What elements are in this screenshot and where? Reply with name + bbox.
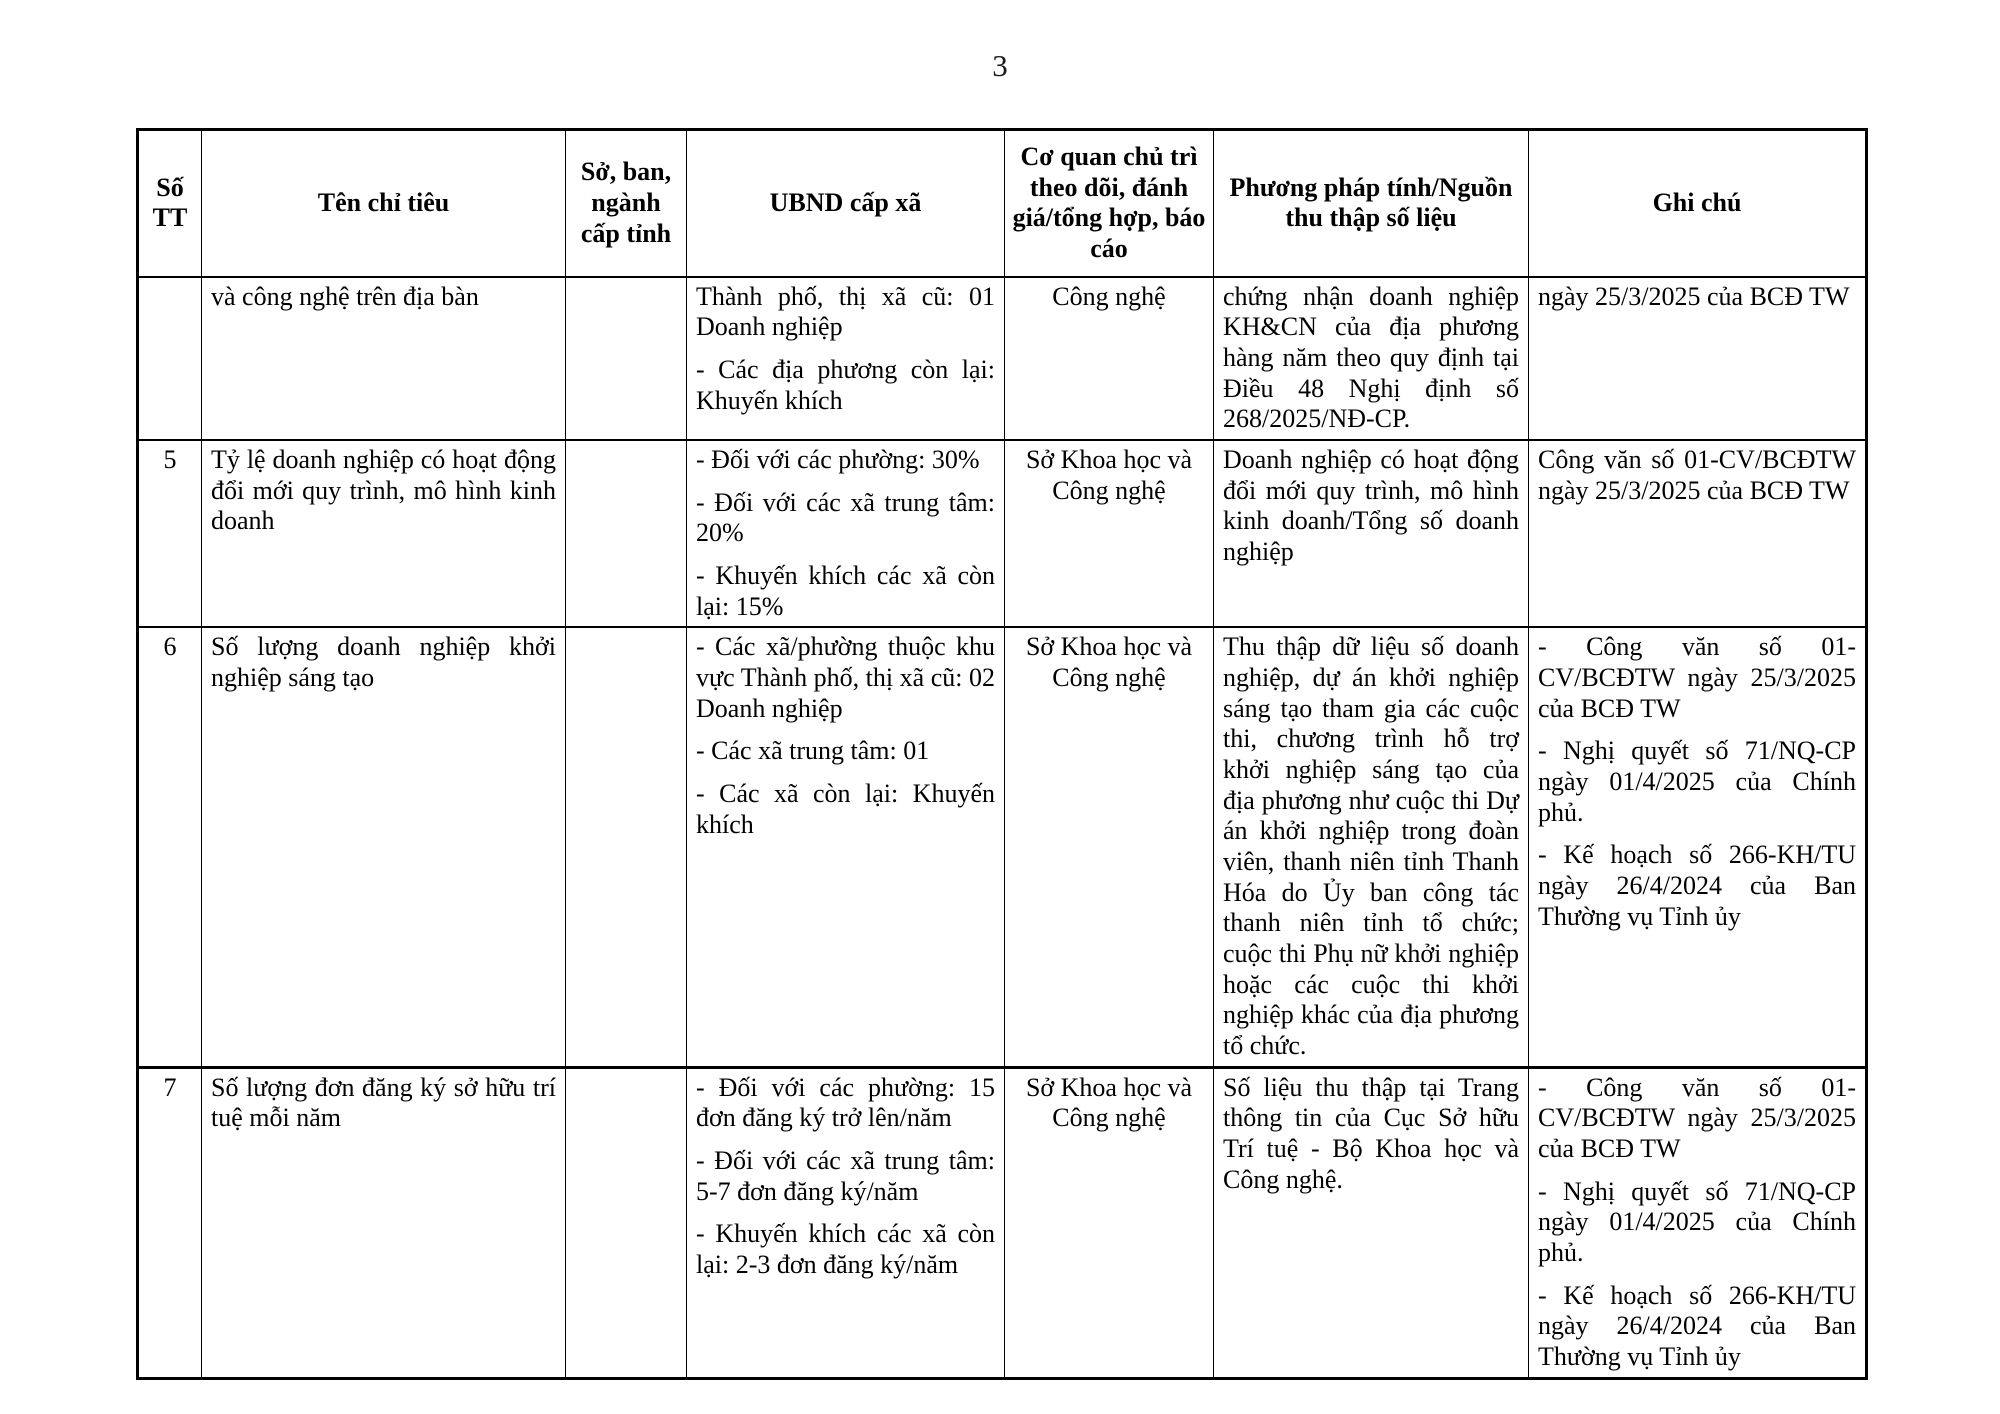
cell-ten-chi-tieu: Tỷ lệ doanh nghiệp có hoạt động đổi mới quy trình, mô hình kinh doanh bbox=[202, 440, 566, 627]
cell-so-tt bbox=[138, 277, 202, 440]
cell-phuong-phap-tinh bbox=[1214, 1067, 1529, 1378]
cell-ghi-chu bbox=[1529, 440, 1867, 627]
cell-ghi-chu bbox=[1529, 1067, 1867, 1378]
cell-co-quan-chu-tri: Sở Khoa học và Công nghệ bbox=[1005, 1067, 1214, 1378]
cell-co-quan-chu-tri: Công nghệ bbox=[1005, 277, 1214, 440]
page-number: 3 bbox=[992, 48, 1008, 83]
cell-ten-chi-tieu: và công nghệ trên địa bàn bbox=[202, 277, 566, 440]
header-ghi-chu: Ghi chú bbox=[1529, 130, 1867, 277]
cell-phuong-phap-tinh bbox=[1214, 277, 1529, 440]
cell-ten-chi-tieu: Số lượng đơn đăng ký sở hữu trí tuệ mỗi năm bbox=[202, 1067, 566, 1378]
ubnd-item: - Các xã trung tâm: 01 bbox=[696, 736, 930, 766]
ghi-chu-item: - Kế hoạch số 266-KH/TU ngày 26/4/2024 của Ban Thường vụ Tỉnh ủy bbox=[1538, 840, 1856, 931]
ghi-chu-item: - Kế hoạch số 266-KH/TU ngày 26/4/2024 của Ban Thường vụ Tỉnh ủy bbox=[1538, 1280, 1856, 1371]
phuong-phap-item: chứng nhận doanh nghiệp KH&CN của địa phương hàng năm theo quy định tại Điều 48 Nghị định số 268/2025/NĐ-CP. bbox=[1223, 281, 1519, 434]
table-header-row bbox=[138, 130, 1867, 277]
ubnd-item: - Khuyến khích các xã còn lại: 15% bbox=[696, 560, 995, 621]
cell-phuong-phap-tinh bbox=[1214, 440, 1529, 627]
ghi-chu-item: - Công văn số 01-CV/BCĐTW ngày 25/3/2025 của BCĐ TW bbox=[1538, 1072, 1856, 1163]
header-ten-chi-tieu: Tên chỉ tiêu bbox=[202, 130, 566, 277]
ubnd-item: - Khuyến khích các xã còn lại: 2-3 đơn đăng ký/năm bbox=[696, 1219, 995, 1279]
cell-so-ban-nganh bbox=[566, 1067, 687, 1378]
cell-ghi-chu bbox=[1529, 627, 1867, 1067]
ghi-chu-item: - Công văn số 01-CV/BCĐTW ngày 25/3/2025 của BCĐ TW bbox=[1538, 632, 1856, 723]
header-so-tt: Số TT bbox=[138, 130, 202, 277]
cell-ubnd-cap-xa bbox=[687, 627, 1005, 1067]
cell-so-tt: 7 bbox=[138, 1067, 202, 1378]
table-row-7 bbox=[138, 1067, 1867, 1378]
ubnd-item: - Đối với các phường: 15 đơn đăng ký trở lên/năm bbox=[696, 1072, 995, 1133]
indicators-table bbox=[136, 128, 1868, 1380]
ghi-chu-item: ngày 25/3/2025 của BCĐ TW bbox=[1538, 281, 1850, 311]
cell-so-tt: 5 bbox=[138, 440, 202, 627]
ubnd-item: Thành phố, thị xã cũ: 01 Doanh nghiệp bbox=[696, 281, 995, 342]
ubnd-item: - Các địa phương còn lại: Khuyến khích bbox=[696, 354, 995, 415]
cell-so-ban-nganh bbox=[566, 440, 687, 627]
cell-ten-chi-tieu: Số lượng doanh nghiệp khởi nghiệp sáng tạo bbox=[202, 627, 566, 1067]
cell-so-ban-nganh bbox=[566, 627, 687, 1067]
header-ubnd-cap-xa: UBND cấp xã bbox=[687, 130, 1005, 277]
cell-ubnd-cap-xa bbox=[687, 1067, 1005, 1378]
ghi-chu-item: - Nghị quyết số 71/NQ-CP ngày 01/4/2025 của Chính phủ. bbox=[1538, 736, 1856, 827]
phuong-phap-item: Thu thập dữ liệu số doanh nghiệp, dự án khởi nghiệp sáng tạo tham gia các cuộc thi, chương trình hỗ trợ khởi nghiệp sáng tạo của địa phương như cuộc thi Dự án khởi nghiệp trong đoàn viên, thanh niên tỉnh Thanh Hóa do Ủy ban công tác thanh niên tỉnh tổ chức; cuộc thi Phụ nữ khởi nghiệp hoặc các cuộc thi khởi nghiệp khác của địa phương tổ chức. bbox=[1223, 632, 1519, 1060]
table-row-5 bbox=[138, 440, 1867, 627]
ghi-chu-item: - Nghị quyết số 71/NQ-CP ngày 01/4/2025 của Chính phủ. bbox=[1538, 1176, 1856, 1267]
cell-ubnd-cap-xa bbox=[687, 277, 1005, 440]
ubnd-item: - Đối với các xã trung tâm: 5-7 đơn đăng ký/năm bbox=[696, 1145, 995, 1206]
ghi-chu-item: Công văn số 01-CV/BCĐTW ngày 25/3/2025 của BCĐ TW bbox=[1538, 444, 1856, 505]
phuong-phap-item: Số liệu thu thập tại Trang thông tin của Cục Sở hữu Trí tuệ - Bộ Khoa học và Công nghệ. bbox=[1223, 1072, 1519, 1194]
cell-phuong-phap-tinh bbox=[1214, 627, 1529, 1067]
cell-co-quan-chu-tri: Sở Khoa học và Công nghệ bbox=[1005, 440, 1214, 627]
cell-so-ban-nganh bbox=[566, 277, 687, 440]
ubnd-item: - Các xã còn lại: Khuyến khích bbox=[696, 778, 995, 839]
header-co-quan-chu-tri: Cơ quan chủ trì theo dõi, đánh giá/tổng hợp, báo cáo bbox=[1005, 130, 1214, 277]
ubnd-item: - Các xã/phường thuộc khu vực Thành phố, thị xã cũ: 02 Doanh nghiệp bbox=[696, 632, 995, 723]
cell-ubnd-cap-xa bbox=[687, 440, 1005, 627]
table-row-6 bbox=[138, 627, 1867, 1067]
ubnd-item: - Đối với các xã trung tâm: 20% bbox=[696, 487, 995, 548]
header-phuong-phap-tinh: Phương pháp tính/Nguồn thu thập số liệu bbox=[1214, 130, 1529, 277]
phuong-phap-item: Doanh nghiệp có hoạt động đổi mới quy trình, mô hình kinh doanh/Tổng số doanh nghiệp bbox=[1223, 444, 1519, 566]
cell-ghi-chu bbox=[1529, 277, 1867, 440]
cell-co-quan-chu-tri: Sở Khoa học và Công nghệ bbox=[1005, 627, 1214, 1067]
table-row-continuation bbox=[138, 277, 1867, 440]
ubnd-item: - Đối với các phường: 30% bbox=[696, 444, 980, 474]
cell-so-tt: 6 bbox=[138, 627, 202, 1067]
header-so-ban-nganh: Sở, ban, ngành cấp tỉnh bbox=[566, 130, 687, 277]
